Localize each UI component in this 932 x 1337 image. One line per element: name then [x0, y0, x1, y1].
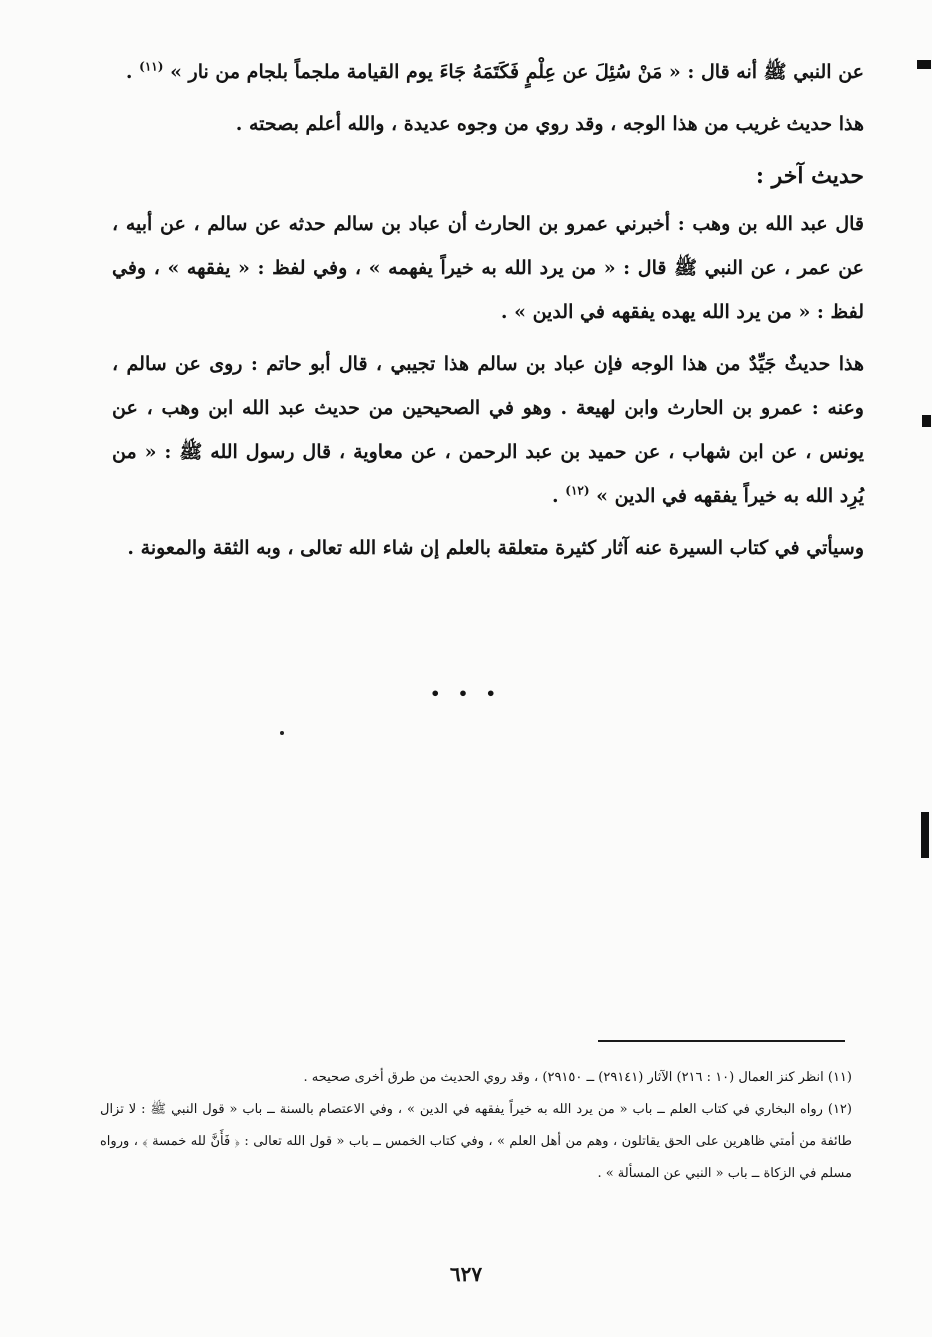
paragraph-4-end: .: [552, 485, 559, 507]
footnote-11: (١١) انظر كنز العمال (١٠ : ٢١٦) الآثار (٢٩١٤١) ــ ٢٩١٥٠) ، وقد روي الحديث من طرق أخرى صحيحه .: [303, 1070, 852, 1085]
section-separator: • • •: [430, 684, 502, 703]
stray-dot: [280, 731, 284, 735]
paragraph-5: وسيأتي في كتاب السيرة عنه آثار كثيرة متعلقة بالعلم إن شاء الله تعالى ، وبه الثقة والمعونة .: [127, 537, 864, 559]
margin-mark-lower: [921, 812, 929, 858]
paragraph-1-text: عن النبي ﷺ أنه قال : « مَنْ سُئِلَ عن عِلْمٍ فَكَتَمَهُ جَاءَ يوم القيامة ملجماً بلجام من نار »: [170, 61, 864, 83]
footnote-rule: [598, 1040, 845, 1042]
page-number: ٦٢٧: [449, 1262, 483, 1286]
paragraph-4: [112, 342, 864, 518]
margin-mark-middle: [922, 415, 931, 427]
paragraph-4-text: هذا حديثٌ جَيِّدٌ من هذا الوجه فإن عباد بن سالم هذا تجيبي ، قال أبو حاتم : روى عن سالم ، وعنه : عمرو بن الحارث وابن لهيعة . وهو في الصحيحين من حديث عبد الله ابن وهب ، عن يونس ، عن ابن شهاب ، عن حميد بن عبد الرحمن ، عن معاوية ، قال رسول الله ﷺ : « من يُرِد الله به خيراً يفقهه في الدين »: [112, 353, 864, 507]
paragraph-1-end: .: [125, 61, 133, 83]
footnote-ref-12: (١٢): [565, 483, 590, 498]
footnote-12: (١٢) رواه البخاري في كتاب العلم ــ باب « من يرد الله به خيراً يفقهه في الدين » ، وفي الاعتصام بالسنة ــ باب « قول النبي ﷺ : لا تزال طائفة من أمتي ظاهرين على الحق يقاتلون ، وهم من أهل العلم » ، وفي كتاب الخمس ــ باب « قول الله تعالى : ﴿ فَأَنَّ لله خمسة ﴾ ، ورواه مسلم في الزكاة ــ باب « النبي عن المسألة » .: [100, 1102, 852, 1181]
section-heading: حديث آخر :: [755, 163, 864, 189]
footnote-ref-11: (١١): [139, 59, 164, 74]
main-text: [112, 50, 864, 578]
footnotes: [100, 1062, 852, 1190]
paragraph-1: [112, 50, 864, 94]
paragraph-3: قال عبد الله بن وهب : أخبرني عمرو بن الحارث أن عباد بن سالم حدثه عن سالم ، عن أبيه ، عن عمر ، عن النبي ﷺ قال : « من يرد الله به خيراً يفهمه » ، وفي لفظ : « يفقهه » ، وفي لفظ : « من يرد الله يهده يفقهه في الدين » .: [112, 213, 864, 323]
paragraph-2: هذا حديث غريب من هذا الوجه ، وقد روي من وجوه عديدة ، والله أعلم بصحته .: [235, 113, 864, 135]
margin-mark-top: [917, 60, 931, 69]
